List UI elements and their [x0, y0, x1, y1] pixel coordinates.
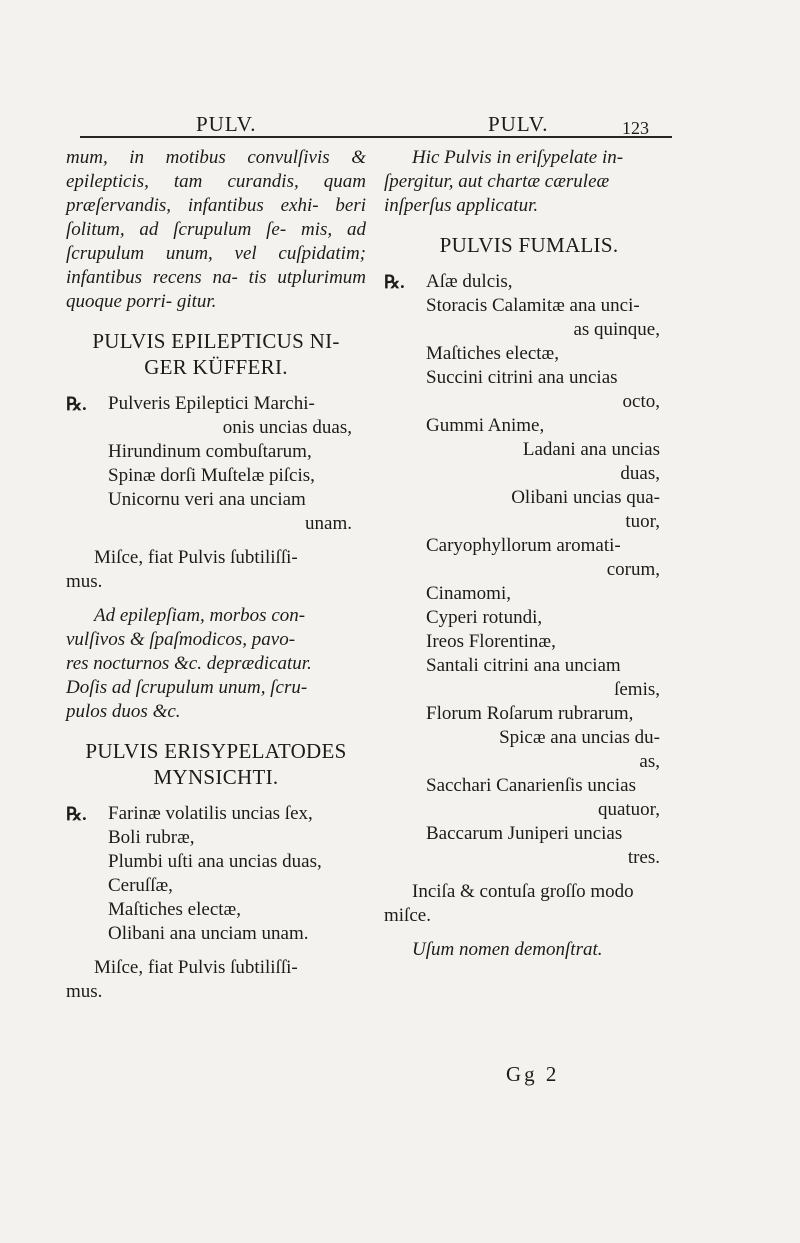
- ingredient-line: Farinæ volatilis uncias ſex,: [108, 803, 313, 824]
- section-heading-fumalis: [384, 232, 674, 258]
- text-line: res nocturnos &c. deprædicatur.: [66, 653, 312, 674]
- ingredient-line: Storacis Calamitæ ana unci-: [426, 295, 640, 316]
- continuation-paragraph: [66, 146, 366, 314]
- ingredient-line: tres.: [627, 847, 660, 868]
- ingredient-line: Spicæ ana uncias du-: [499, 727, 660, 748]
- right-column: [384, 146, 674, 972]
- text-line: cuſpidatim; infantibus recens na-: [66, 243, 366, 288]
- header-rule: [80, 136, 672, 138]
- text-line: gitur.: [176, 291, 217, 312]
- text-line: epilepticis, tam curandis, quam: [66, 171, 366, 192]
- ingredient-line: unam.: [305, 513, 352, 534]
- ingredient-line: Boli rubræ,: [108, 827, 195, 848]
- ingredient-line: as quinque,: [573, 319, 660, 340]
- ingredient-line: as,: [639, 751, 660, 772]
- heading-line: MYNSICHTI.: [153, 765, 279, 789]
- ingredient-line: tuor,: [625, 511, 660, 532]
- ingredient-line: Succini citrini ana uncias: [426, 367, 618, 388]
- ingredient-line: Ladani ana uncias: [522, 439, 660, 460]
- text-line: Doſis ad ſcrupulum unum, ſcru-: [66, 677, 308, 698]
- heading-line: PULVIS ERISYPELATODES: [85, 739, 347, 763]
- recipe-epilepticus: [66, 392, 366, 536]
- running-head-right: PULV.: [488, 112, 549, 136]
- recipe-symbol: ℞.: [384, 272, 405, 292]
- text-line: Hic Pulvis in eriſypelate in-: [412, 147, 624, 168]
- ingredient-line: Hirundinum combuſtarum,: [108, 441, 312, 462]
- ingredient-line: Ireos Florentinæ,: [426, 631, 556, 652]
- text-line: Miſce, fiat Pulvis ſubtiliſſi-: [94, 547, 298, 568]
- misce-paragraph: [66, 546, 366, 594]
- recipe-symbol: ℞.: [66, 394, 87, 414]
- text-line: vulſivos & ſpaſmodicos, pavo-: [66, 629, 296, 650]
- text-line: mum, in motibus convulſivis &: [66, 147, 366, 168]
- ingredient-line: onis uncias duas,: [222, 417, 352, 438]
- ingredient-line: Plumbi uſti ana uncias duas,: [108, 851, 322, 872]
- usum-paragraph: [384, 938, 674, 962]
- note-paragraph: [384, 146, 674, 218]
- left-column: [66, 146, 366, 1014]
- ingredient-line: Aſæ dulcis,: [426, 271, 513, 292]
- text-line: Miſce, fiat Pulvis ſubtiliſſi-: [94, 957, 298, 978]
- text-line: mus.: [66, 981, 103, 1002]
- note-paragraph: [66, 604, 366, 724]
- section-heading-erisypelatodes: [66, 738, 366, 790]
- text-line: Uſum nomen demonſtrat.: [412, 939, 603, 960]
- ingredient-line: Gummi Anime,: [426, 415, 545, 436]
- section-heading-epilepticus: [66, 328, 366, 380]
- heading-line: PULVIS EPILEPTICUS NI-: [92, 329, 340, 353]
- ingredient-line: Caryophyllorum aromati-: [426, 535, 621, 556]
- ingredient-line: Unicornu veri ana unciam: [108, 489, 306, 510]
- text-line: Inciſa & contuſa groſſo modo: [412, 881, 634, 902]
- ingredient-line: corum,: [606, 559, 660, 580]
- ingredient-line: Maſtiches electæ,: [426, 343, 559, 364]
- text-line: mus.: [66, 571, 103, 592]
- ingredient-line: Cyperi rotundi,: [426, 607, 543, 628]
- text-line: præſervandis, infantibus exhi-: [66, 195, 319, 216]
- ingredient-line: Santali citrini ana unciam: [426, 655, 621, 676]
- recipe-erisypelatodes: [66, 802, 366, 946]
- text-line: mis, ad ſcrupulum unum, vel: [66, 219, 366, 264]
- ingredient-line: Sacchari Canarienſis uncias: [426, 775, 636, 796]
- ingredient-line: Maſtiches electæ,: [108, 899, 241, 920]
- page-number: 123: [622, 118, 649, 138]
- misce-paragraph: [66, 956, 366, 1004]
- text-line: Ad epilepſiam, morbos con-: [94, 605, 306, 626]
- running-head-left: PULV.: [196, 112, 257, 136]
- text-line: tis utplurimum quoque porri-: [66, 267, 367, 312]
- heading-line: PULVIS FUMALIS.: [439, 233, 619, 257]
- text-line: pulos duos &c.: [66, 701, 181, 722]
- recipe-symbol: ℞.: [66, 804, 87, 824]
- ingredient-line: ſemis,: [614, 679, 660, 700]
- incisa-paragraph: [384, 880, 674, 928]
- ingredient-line: Florum Roſarum rubrarum,: [426, 703, 634, 724]
- text-line: inſperſus applicatur.: [384, 195, 539, 216]
- ingredient-line: Olibani uncias qua-: [511, 487, 660, 508]
- ingredient-line: Olibani ana unciam unam.: [108, 923, 309, 944]
- ingredient-line: Ceruſſæ,: [108, 875, 173, 896]
- text-line: ſpergitur, aut chartæ cæruleæ: [384, 171, 610, 192]
- signature-mark: Gg 2: [506, 1062, 560, 1086]
- text-line: miſce.: [384, 905, 431, 926]
- ingredient-line: Baccarum Juniperi uncias: [426, 823, 623, 844]
- heading-line: GER KÜFFERI.: [144, 355, 288, 379]
- ingredient-line: duas,: [620, 463, 660, 484]
- ingredient-line: Spinæ dorſi Muſtelæ piſcis,: [108, 465, 315, 486]
- text-line: beri ſolitum, ad ſcrupulum ſe-: [66, 195, 366, 240]
- recipe-fumalis: [384, 270, 674, 870]
- ingredient-line: quatuor,: [597, 799, 660, 820]
- ingredient-line: octo,: [622, 391, 660, 412]
- ingredient-line: Pulveris Epileptici Marchi-: [108, 393, 315, 414]
- ingredient-line: Cinamomi,: [426, 583, 511, 604]
